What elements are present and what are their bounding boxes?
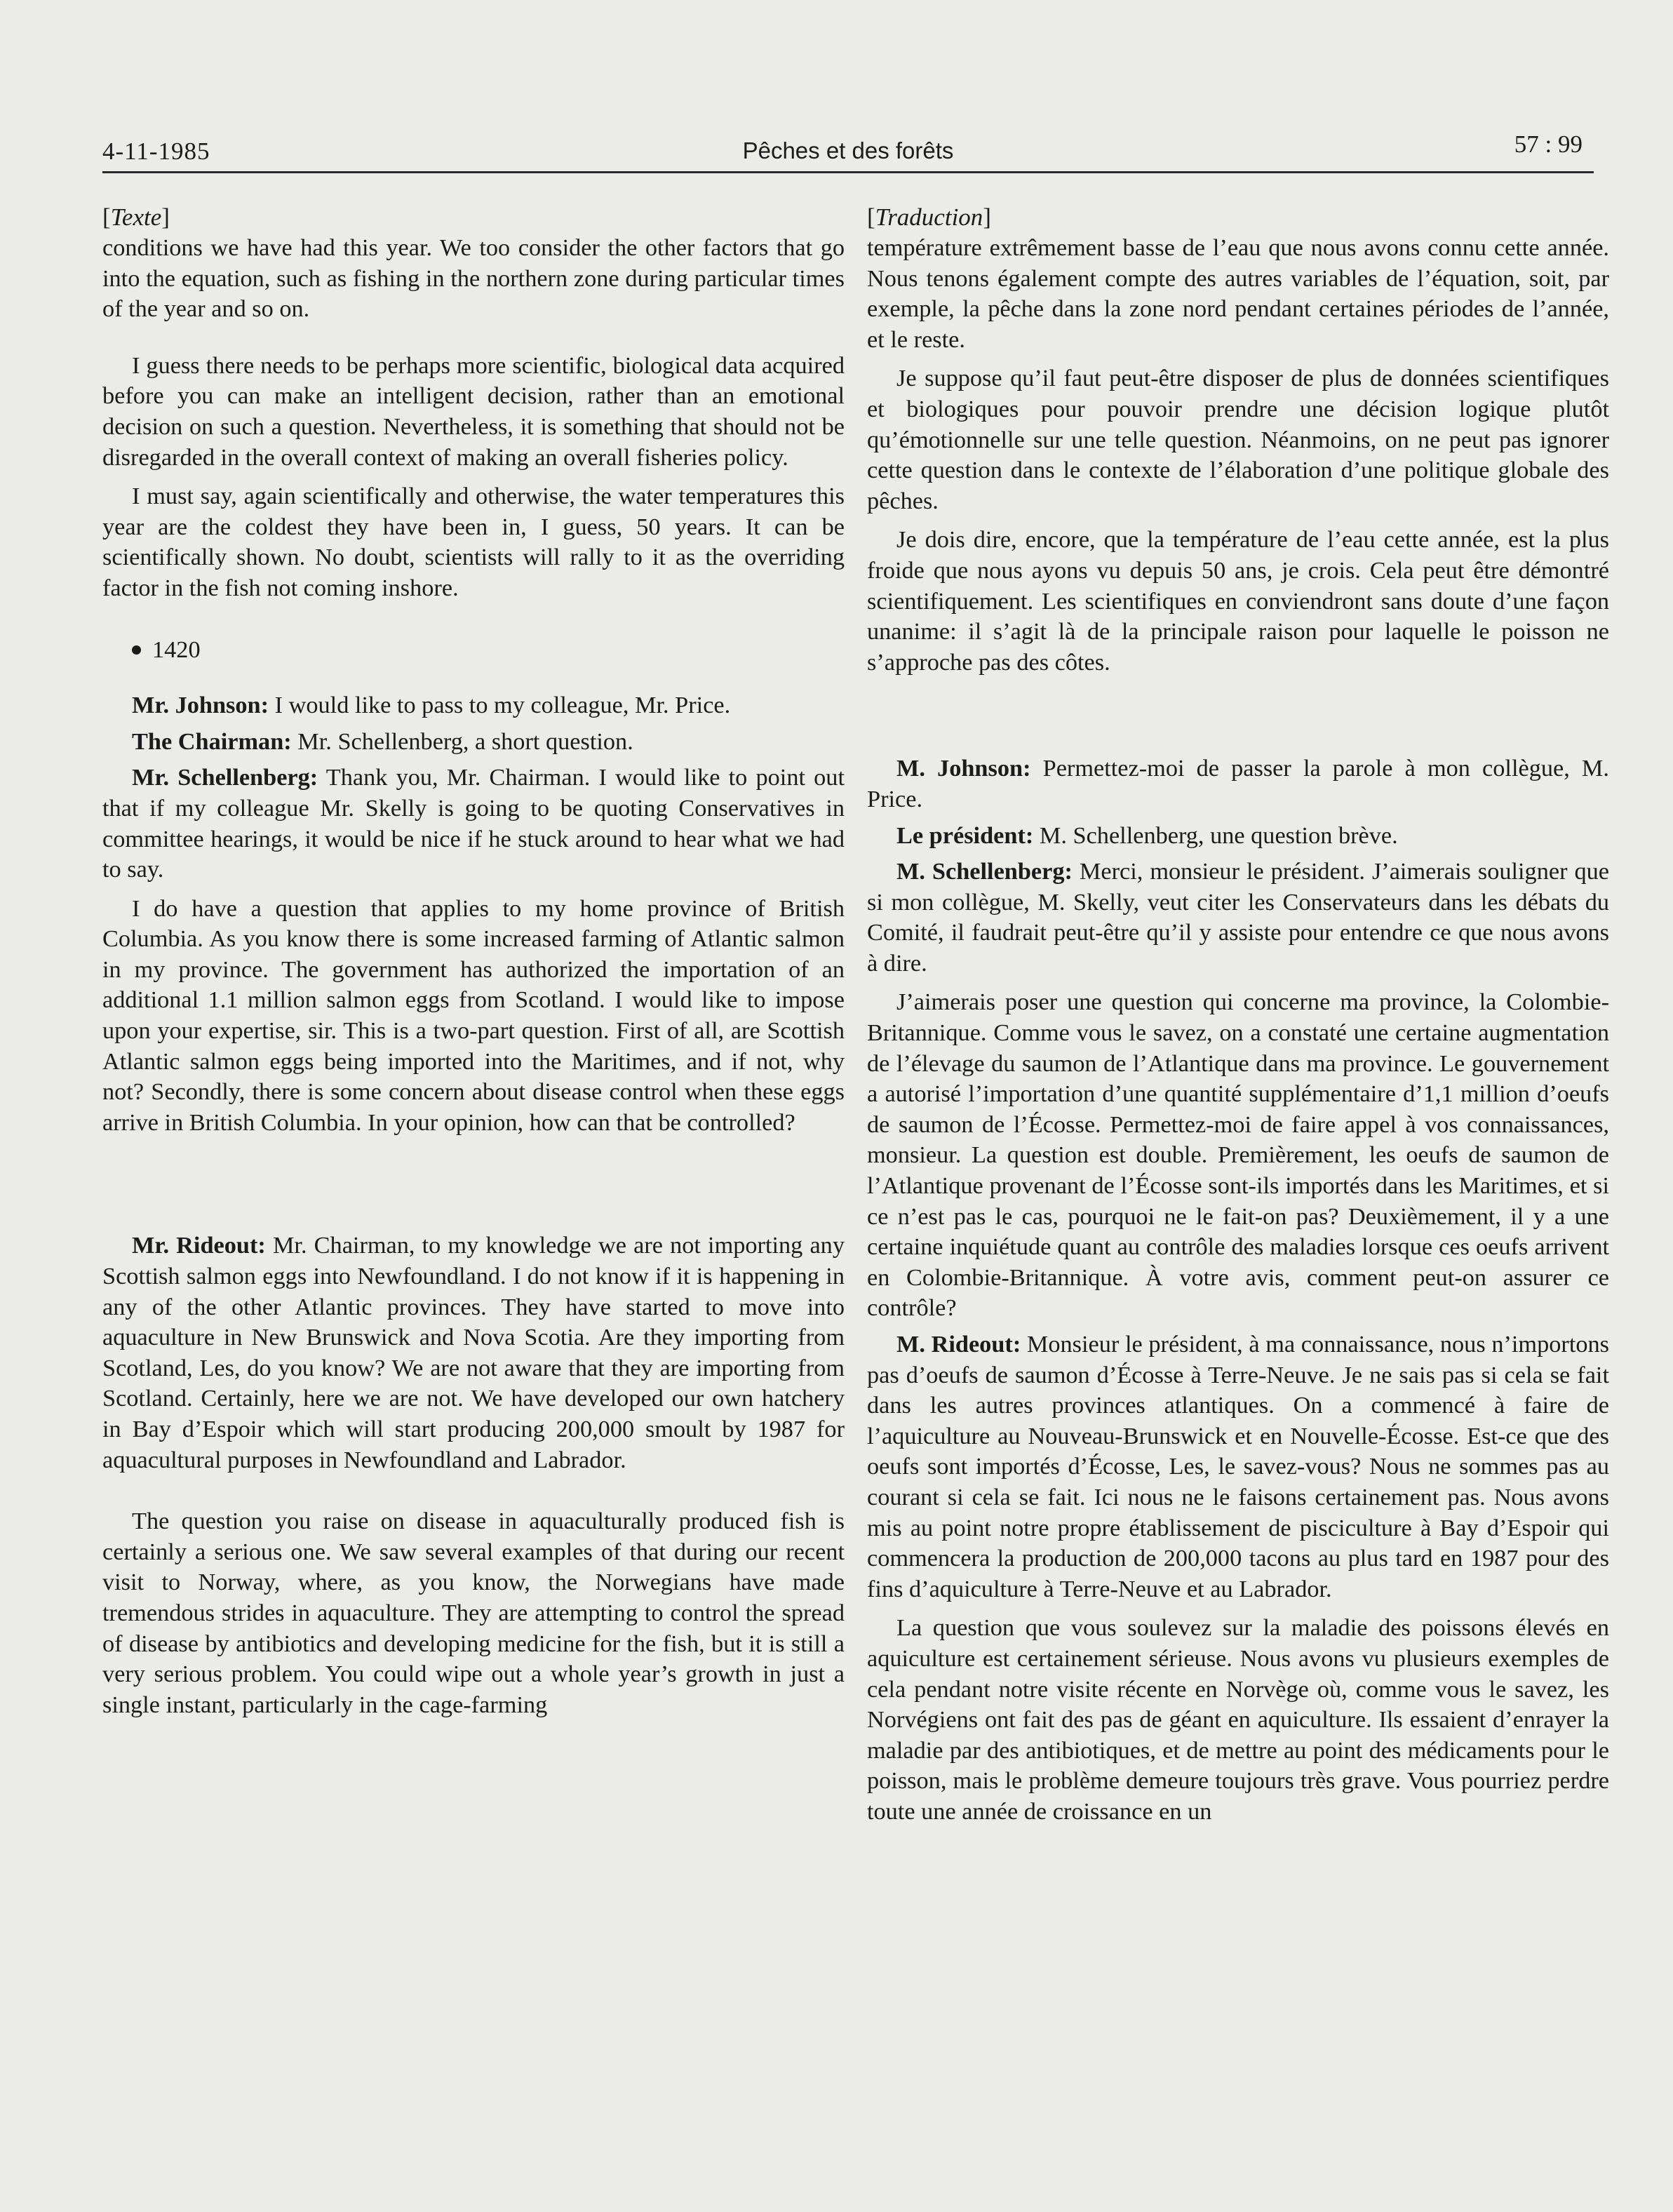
header-page-number: 57 : 99 [1514, 130, 1583, 158]
speaker-name: M. Rideout: [896, 1331, 1021, 1358]
paragraph: J’aimerais poser une question qui concerne ma province, la Colombie-Britannique. Comme vous le savez, on a constaté une certaine augmentation de l’élevage du saumon de l’Atlantique dans ma province. Le gouvernement a autorisé l’importation d’une quantité supplémentaire d’1,1 million d’oeufs de saumon de l’Écosse. Permettez-moi de faire appel à vos connaissances, monsieur. La question est double. Premièrement, les oeufs de saumon de l’Atlantique provenant de l’Écosse sont-ils importés dans les Maritimes, et si ce n’est pas le cas, pourquoi ne le fait-on pas? Deuxièmement, il y a une certaine inquiétude quant au contrôle des maladies lorsque ces oeufs arrivent en Colombie-Britannique. À votre avis, comment peut-on assurer ce contrôle? [867, 988, 1609, 1322]
speaker-name: The Chairman: [132, 728, 292, 755]
speech-rideout [867, 1329, 1609, 1604]
paragraph: I guess there needs to be perhaps more scientific, biological data acquired before you can make an intelligent decision, rather than an emotional decision on such a question. Nevertheless, it is something that should not be disregarded in the overall context of making an overall fisheries policy. [102, 351, 845, 471]
speech-rideout [102, 1231, 845, 1475]
bullet-dot-icon [132, 645, 141, 655]
speech-text: Thank you, Mr. Chairman. I would like to point out that if my colleague Mr. Skelly is going to be quoting Conservatives in committee hearings, it would be nice if he stuck around to hear what we had to say. [102, 764, 845, 883]
speech-chairman [102, 727, 845, 758]
header-date: 4-11-1985 [102, 138, 210, 165]
timestamp [102, 635, 845, 666]
speech-text: Mr. Chairman, to my knowledge we are not importing any Scottish salmon eggs into Newfoundland. I do not know if it is happening in any of the other Atlantic provinces. They have started to move into aquaculture in New Brunswick and Nova Scotia. Are they importing from Scotland, Les, do you know? We are not aware that they are importing from Scotland. Certainly, here we are not. We have developed our own hatchery in Bay d’Espoir which will start producing 200,000 smoult by 1987 for aquacultural purposes in Newfoundland and Labrador. [102, 1232, 845, 1473]
english-column [102, 202, 845, 1720]
timestamp-value: 1420 [152, 636, 201, 663]
speech-president [867, 821, 1609, 852]
speech-text: Mr. Schellenberg, a short question. [291, 728, 633, 755]
speaker-name: Mr. Rideout: [132, 1232, 266, 1259]
speech-schellenberg [102, 763, 845, 885]
language-tag-label: Traduction [875, 203, 983, 231]
speech-text: Merci, monsieur le président. J’aimerais souligner que si mon collègue, M. Skelly, veut citer les Conservateurs dans les débats du Comité, il faudrait peut-être qu’il y assiste pour entendre ce que nous avons à dire. [867, 858, 1609, 977]
speech-text: Permettez-moi de passer la parole à mon collègue, M. Price. [867, 755, 1609, 812]
paragraph: conditions we have had this year. We too consider the other factors that go into the equation, such as fishing in the northern zone during particular times of the year and so on. [102, 234, 845, 323]
paragraph: Je dois dire, encore, que la température de l’eau cette année, est la plus froide que nous ayons vu depuis 50 ans, je crois. Cela peut être démontré scientifiquement. Les scientifiques en conviendront sans doute d’une façon unanime: il s’agit là de la principale raison pour laquelle le poisson ne s’approche pas des côtes. [867, 526, 1609, 676]
speech-text: I would like to pass to my colleague, Mr. Price. [269, 692, 731, 719]
speech-text: Monsieur le président, à ma connaissance, nous n’importons pas d’oeufs de saumon d’Écosse à Terre-Neuve. Je ne sais pas si cela se fait dans les autres provinces atlantiques. On a commencé à faire de l’aquiculture au Nouveau-Brunswick et en Nouvelle-Écosse. Est-ce que des oeufs sont importés d’Écosse, Les, le savez-vous? Nous ne sommes pas au courant si cela se fait. Ici nous ne le faisons certainement pas. Nous avons mis au point notre propre établissement de pisciculture à Bay d’Espoir qui commencera la production de 200,000 tacons au plus tard en 1987 pour des fins d’aquiculture à Terre-Neuve et au Labrador. [867, 1331, 1609, 1602]
speech-johnson [867, 753, 1609, 815]
language-tag-label: Texte [110, 203, 162, 231]
header-title: Pêches et des forêts [742, 138, 954, 163]
speaker-name: M. Schellenberg: [896, 858, 1073, 885]
language-tag: [Traduction] [867, 203, 991, 231]
speech-schellenberg [867, 857, 1609, 979]
speaker-name: Mr. Schellenberg: [132, 764, 318, 791]
paragraph: La question que vous soulevez sur la maladie des poissons élevés en aquiculture est certainement sérieuse. Nous avons vu plusieurs exemples de cela pendant notre visite récente en Norvège où, comme vous le savez, les Norvégiens ont fait des pas de géant en aquiculture. Ils essaient d’enrayer la maladie par des antibiotiques, et de mettre au point des médicaments pour le poisson, mais le problème demeure toujours très grave. Vous pourriez perdre toute une année de croissance en un [867, 1614, 1609, 1825]
speech-johnson [102, 690, 845, 721]
paragraph: I do have a question that applies to my home province of British Columbia. As you know there is some increased farming of Atlantic salmon in my province. The government has authorized the importation of an additional 1.1 million salmon eggs from Scotland. I would like to impose upon your expertise, sir. This is a two-part question. First of all, are Scottish Atlantic salmon eggs being imported into the Maritimes, and if not, why not? Secondly, there is some concern about disease control when these eggs arrive in British Columbia. In your opinion, how can that be controlled? [102, 894, 845, 1136]
paragraph: The question you raise on disease in aquaculturally produced fish is certainly a serious one. We saw several examples of that during our recent visit to Norway, where, as you know, the Norwegians have made tremendous strides in aquaculture. They are attempting to control the spread of disease by antibiotics and developing medicine for the fish, but it is still a very serious problem. You could wipe out a whole year’s growth in just a single instant, particularly in the cage-farming [102, 1508, 845, 1718]
speaker-name: M. Johnson: [896, 755, 1031, 782]
language-tag: [Texte] [102, 203, 170, 231]
paragraph: température extrêmement basse de l’eau que nous avons connu cette année. Nous tenons également compte des autres variables de l’équation, soit, par exemple, la pêche dans la zone nord pendant certaines périodes de l’année, et le reste. [867, 234, 1609, 353]
paragraph: I must say, again scientifically and otherwise, the water temperatures this year are the coldest they have been in, I guess, 50 years. It can be scientifically shown. No doubt, scientists will rally to it as the overriding factor in the fish not coming inshore. [102, 483, 845, 601]
speaker-name: Le président: [896, 822, 1034, 849]
paragraph: Je suppose qu’il faut peut-être disposer de plus de données scientifiques et biologiques pour pouvoir prendre une décision logique plutôt qu’émotionnelle sur une telle question. Néanmoins, on ne peut pas ignorer cette question dans le contexte de l’élaboration d’une politique globale des pêches. [867, 365, 1609, 514]
speaker-name: Mr. Johnson: [132, 692, 269, 719]
french-column [867, 202, 1609, 1828]
page-header [102, 125, 1594, 173]
speech-text: M. Schellenberg, une question brève. [1033, 822, 1398, 849]
